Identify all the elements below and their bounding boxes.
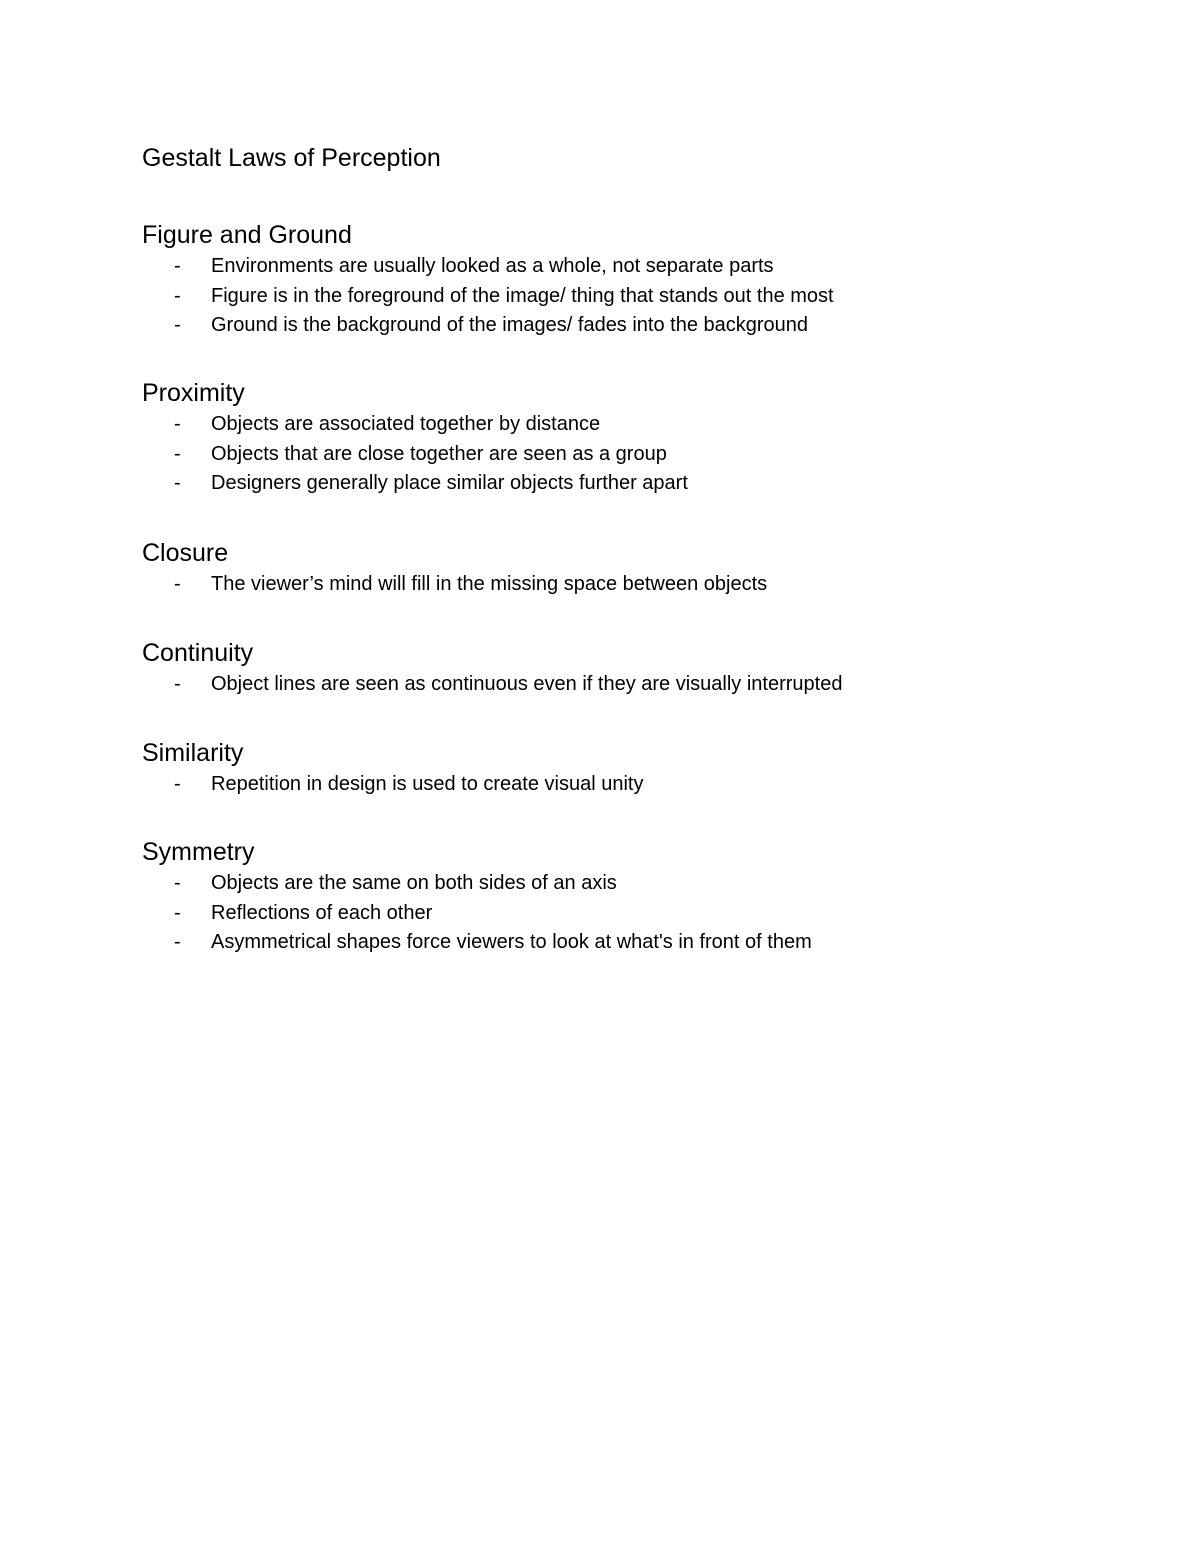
list-item [142, 311, 1142, 341]
section-similarity [142, 736, 1142, 800]
list-item [142, 899, 1142, 929]
bullet-dash: - [174, 872, 181, 894]
list-item [142, 570, 1142, 600]
bullet-dash: - [174, 673, 181, 695]
bullet-dash: - [174, 472, 181, 495]
list-item [142, 282, 1142, 312]
list-item [142, 410, 1142, 440]
section-heading: Figure and Ground [142, 221, 352, 249]
bullet-list [142, 410, 1142, 499]
bullet-text: Ground is the background of the images/ fades into the background [211, 314, 809, 337]
section-heading: Symmetry [142, 838, 255, 866]
bullet-dash: - [174, 255, 181, 277]
bullet-text: Objects are the same on both sides of an axis [211, 872, 617, 894]
section-proximity [142, 376, 1142, 499]
bullet-dash: - [174, 442, 181, 465]
bullet-dash: - [174, 931, 181, 954]
bullet-list [142, 570, 1142, 600]
bullet-list [142, 670, 1142, 700]
bullet-text: Asymmetrical shapes force viewers to look at what's in front of them [211, 931, 812, 954]
bullet-text: Objects are associated together by distance [211, 413, 601, 435]
list-item [142, 670, 1142, 700]
section-closure [142, 536, 1142, 600]
bullet-text: Objects that are close together are seen as a group [211, 442, 667, 465]
list-item [142, 928, 1142, 958]
bullet-text: Reflections of each other [211, 901, 433, 924]
section-figure-and-ground [142, 218, 1142, 341]
section-symmetry [142, 835, 1142, 958]
document-title: Gestalt Laws of Perception [142, 144, 441, 172]
bullet-list [142, 252, 1142, 341]
list-item [142, 469, 1142, 499]
bullet-text: Designers generally place similar objects further apart [211, 472, 688, 495]
bullet-text: The viewer’s mind will fill in the missing space between objects [211, 573, 768, 595]
section-heading: Similarity [142, 739, 244, 767]
list-item [142, 869, 1142, 899]
bullet-dash: - [174, 773, 181, 795]
list-item [142, 252, 1142, 282]
bullet-list [142, 869, 1142, 958]
bullet-text: Figure is in the foreground of the image/ thing that stands out the most [211, 284, 834, 307]
bullet-list [142, 770, 1142, 800]
bullet-text: Object lines are seen as continuous even if they are visually interrupted [211, 673, 843, 695]
bullet-text: Repetition in design is used to create visual unity [211, 773, 644, 795]
section-heading: Proximity [142, 379, 245, 407]
bullet-dash: - [174, 413, 181, 435]
list-item [142, 440, 1142, 470]
section-continuity [142, 636, 1142, 700]
bullet-dash: - [174, 314, 181, 337]
bullet-dash: - [174, 284, 181, 307]
section-heading: Continuity [142, 639, 254, 667]
list-item [142, 770, 1142, 800]
bullet-dash: - [174, 901, 181, 924]
section-heading: Closure [142, 539, 229, 567]
bullet-text: Environments are usually looked as a whole, not separate parts [211, 255, 774, 277]
bullet-dash: - [174, 573, 181, 595]
